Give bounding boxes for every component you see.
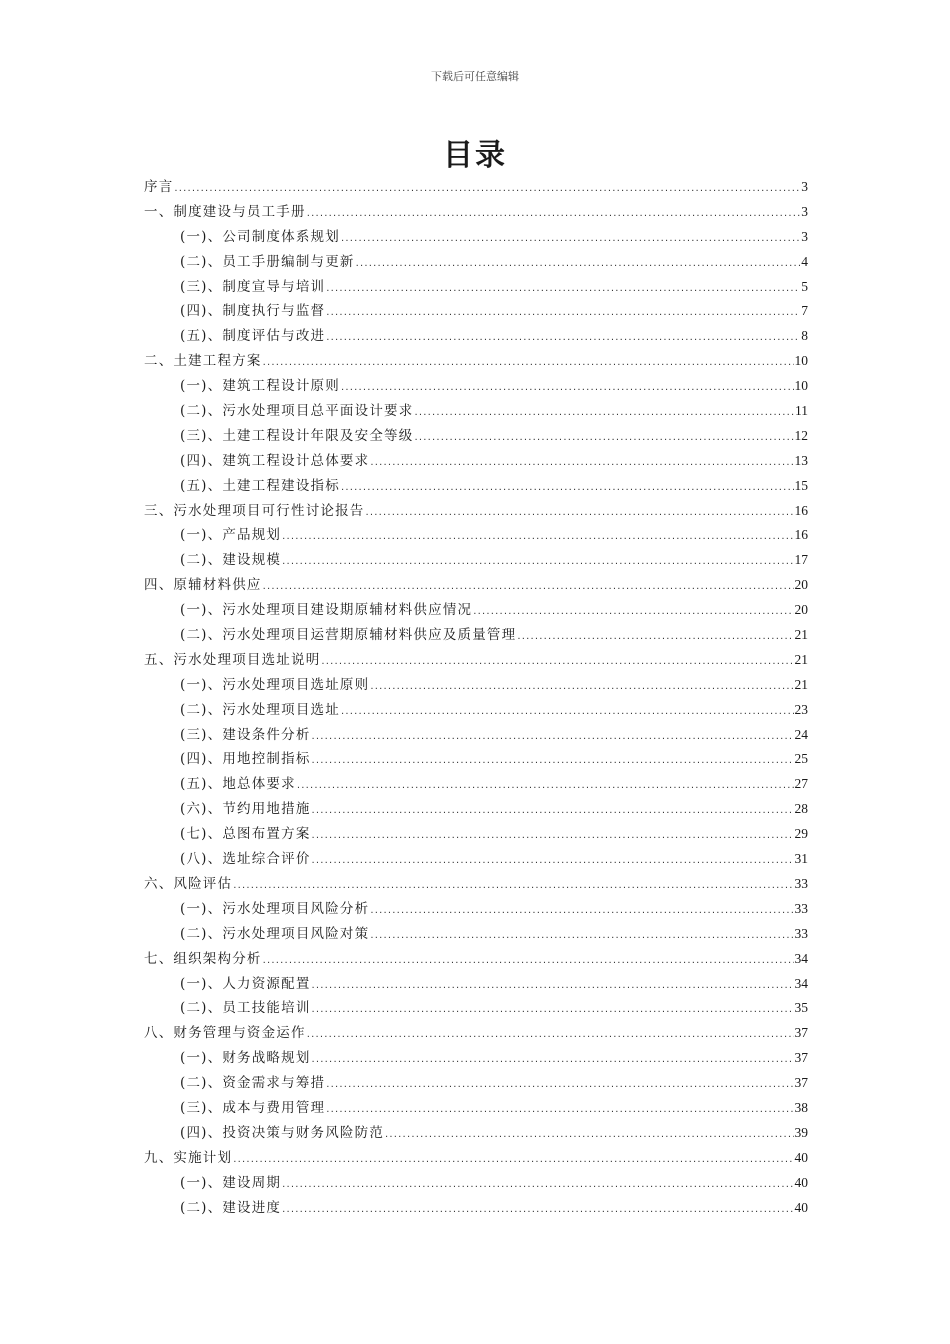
toc-entry-page-number: 33: [794, 925, 808, 941]
toc-entry-title: (四)、制度执行与监督: [180, 303, 326, 320]
toc-entry-title: (五)、地总体要求: [180, 776, 296, 793]
toc-dot-leader: [326, 1098, 793, 1123]
toc-entry-page-number: 39: [794, 1124, 808, 1140]
toc-dot-leader: [356, 252, 801, 277]
toc-entry[interactable]: [144, 922, 808, 947]
toc-entry-page-number: 37: [794, 1025, 808, 1041]
toc-entry-title: 八、财务管理与资金运作: [144, 1025, 306, 1042]
toc-entry[interactable]: [144, 474, 808, 499]
toc-entry[interactable]: [144, 573, 808, 598]
toc-entry-title: (一)、污水处理项目建设期原辅材料供应情况: [180, 602, 473, 619]
toc-entry-title: (四)、用地控制指标: [180, 751, 311, 768]
toc-entry[interactable]: [144, 972, 808, 997]
toc-entry-title: (二)、污水处理项目运营期原辅材料供应及质量管理: [180, 627, 517, 644]
toc-entry-title: (八)、选址综合评价: [180, 851, 311, 868]
toc-dot-leader: [326, 301, 800, 326]
toc-entry-page-number: 13: [794, 452, 808, 468]
toc-entry-title: (三)、成本与费用管理: [180, 1099, 326, 1116]
toc-entry[interactable]: [144, 1171, 808, 1196]
toc-entry[interactable]: [144, 424, 808, 449]
toc-entry-page-number: 21: [794, 676, 808, 692]
toc-entry-page-number: 21: [794, 651, 808, 667]
toc-entry[interactable]: [144, 200, 808, 225]
toc-entry-page-number: 31: [794, 851, 808, 867]
toc-entry-title: (二)、员工手册编制与更新: [180, 253, 355, 270]
toc-dot-leader: [263, 949, 794, 974]
toc-entry-page-number: 7: [801, 303, 808, 319]
toc-entry[interactable]: [144, 947, 808, 972]
toc-entry-title: (一)、产品规划: [180, 527, 282, 544]
toc-entry[interactable]: [144, 449, 808, 474]
toc-dot-leader: [414, 426, 793, 451]
toc-entry[interactable]: [144, 673, 808, 698]
toc-entry-page-number: 5: [801, 278, 808, 294]
toc-entry[interactable]: [144, 1196, 808, 1221]
toc-entry-page-number: 34: [794, 975, 808, 991]
toc-entry[interactable]: [144, 225, 808, 250]
toc-entry-page-number: 34: [794, 950, 808, 966]
toc-entry-page-number: 17: [794, 552, 808, 568]
toc-dot-leader: [366, 501, 794, 526]
toc-dot-leader: [341, 700, 794, 725]
toc-entry-title: (二)、污水处理项目选址: [180, 701, 340, 718]
toc-dot-leader: [263, 351, 794, 376]
toc-dot-leader: [326, 1073, 793, 1098]
toc-entry[interactable]: [144, 250, 808, 275]
toc-entry[interactable]: [144, 1021, 808, 1046]
toc-entry-page-number: 10: [794, 353, 808, 369]
table-of-contents: [144, 175, 808, 1220]
toc-dot-leader: [312, 998, 794, 1023]
toc-entry[interactable]: [144, 499, 808, 524]
toc-entry[interactable]: [144, 1046, 808, 1071]
toc-entry[interactable]: [144, 772, 808, 797]
toc-entry-title: (四)、建筑工程设计总体要求: [180, 452, 370, 469]
toc-entry-page-number: 28: [794, 801, 808, 817]
toc-dot-leader: [312, 849, 794, 874]
toc-entry-title: (二)、污水处理项目风险对策: [180, 925, 370, 942]
toc-entry-title: (二)、污水处理项目总平面设计要求: [180, 403, 414, 420]
toc-dot-leader: [370, 924, 793, 949]
toc-entry-title: (五)、制度评估与改进: [180, 328, 326, 345]
toc-dot-leader: [370, 451, 793, 476]
toc-entry[interactable]: [144, 175, 808, 200]
toc-entry-title: (一)、公司制度体系规划: [180, 228, 340, 245]
toc-dot-leader: [321, 650, 793, 675]
toc-entry-page-number: 20: [794, 577, 808, 593]
toc-dot-leader: [297, 774, 794, 799]
toc-dot-leader: [312, 749, 794, 774]
toc-entry-page-number: 16: [794, 527, 808, 543]
toc-dot-leader: [341, 376, 794, 401]
toc-entry-title: 三、污水处理项目可行性讨论报告: [144, 502, 365, 519]
toc-entry-page-number: 23: [794, 701, 808, 717]
toc-entry-title: (二)、建设进度: [180, 1199, 282, 1216]
toc-entry-page-number: 4: [801, 253, 808, 269]
toc-entry-page-number: 20: [794, 602, 808, 618]
toc-dot-leader: [473, 600, 793, 625]
toc-entry-title: (六)、节约用地措施: [180, 801, 311, 818]
toc-entry-page-number: 33: [794, 875, 808, 891]
toc-entry-title: (二)、建设规模: [180, 552, 282, 569]
header-note: 下载后可任意编辑: [431, 70, 519, 83]
toc-dot-leader: [282, 1173, 793, 1198]
toc-entry[interactable]: [144, 1071, 808, 1096]
toc-dot-leader: [414, 401, 794, 426]
toc-entry[interactable]: [144, 648, 808, 673]
toc-entry-title: 二、土建工程方案: [144, 353, 262, 370]
toc-entry[interactable]: [144, 374, 808, 399]
toc-entry[interactable]: [144, 797, 808, 822]
toc-entry-title: 七、组织架构分析: [144, 950, 262, 967]
toc-entry-page-number: 35: [794, 1000, 808, 1016]
toc-dot-leader: [341, 476, 794, 501]
toc-entry-page-number: 40: [794, 1199, 808, 1215]
toc-entry-page-number: 40: [794, 1149, 808, 1165]
toc-entry-title: (一)、建筑工程设计原则: [180, 378, 340, 395]
toc-entry[interactable]: [144, 1096, 808, 1121]
toc-entry[interactable]: [144, 548, 808, 573]
toc-title: 目录: [443, 138, 507, 173]
toc-entry-page-number: 33: [794, 900, 808, 916]
toc-entry-page-number: 15: [794, 477, 808, 493]
toc-entry-title: 一、制度建设与员工手册: [144, 203, 306, 220]
toc-dot-leader: [385, 1123, 793, 1148]
toc-entry[interactable]: [144, 723, 808, 748]
toc-entry[interactable]: [144, 349, 808, 374]
toc-entry-title: (二)、资金需求与筹措: [180, 1075, 326, 1092]
toc-dot-leader: [312, 1048, 794, 1073]
toc-entry[interactable]: [144, 822, 808, 847]
toc-entry-page-number: 21: [794, 627, 808, 643]
toc-dot-leader: [312, 974, 794, 999]
toc-entry[interactable]: [144, 598, 808, 623]
toc-entry-page-number: 40: [794, 1174, 808, 1190]
toc-entry-title: (五)、土建工程建设指标: [180, 477, 340, 494]
toc-dot-leader: [307, 1023, 794, 1048]
toc-entry-title: (一)、财务战略规划: [180, 1050, 311, 1067]
toc-dot-leader: [326, 326, 800, 351]
toc-entry[interactable]: [144, 523, 808, 548]
toc-dot-leader: [370, 675, 793, 700]
toc-entry-title: 六、风险评估: [144, 875, 233, 892]
toc-dot-leader: [233, 874, 793, 899]
toc-entry-title: (一)、污水处理项目选址原则: [180, 676, 370, 693]
toc-entry-page-number: 3: [801, 228, 808, 244]
toc-entry-title: 四、原辅材料供应: [144, 577, 262, 594]
toc-dot-leader: [312, 824, 794, 849]
toc-dot-leader: [282, 550, 793, 575]
toc-entry-page-number: 37: [794, 1075, 808, 1091]
toc-dot-leader: [307, 202, 801, 227]
toc-entry[interactable]: [144, 324, 808, 349]
toc-entry-title: (一)、人力资源配置: [180, 975, 311, 992]
toc-entry-page-number: 24: [794, 726, 808, 742]
toc-dot-leader: [282, 525, 793, 550]
toc-entry-title: (一)、建设周期: [180, 1174, 282, 1191]
toc-entry[interactable]: [144, 399, 808, 424]
toc-entry-title: 五、污水处理项目选址说明: [144, 651, 321, 668]
toc-entry[interactable]: [144, 299, 808, 324]
toc-entry-title: (四)、投资决策与财务风险防范: [180, 1124, 385, 1141]
toc-entry-page-number: 38: [794, 1099, 808, 1115]
toc-dot-leader: [341, 227, 800, 252]
toc-entry-title: 九、实施计划: [144, 1149, 233, 1166]
toc-dot-leader: [517, 625, 793, 650]
toc-entry-title: (一)、污水处理项目风险分析: [180, 900, 370, 917]
toc-entry-title: (七)、总图布置方案: [180, 826, 311, 843]
toc-dot-leader: [312, 725, 794, 750]
toc-dot-leader: [326, 277, 800, 302]
toc-entry-page-number: 3: [801, 203, 808, 219]
toc-entry-page-number: 27: [794, 776, 808, 792]
toc-entry-title: (三)、土建工程设计年限及安全等级: [180, 427, 414, 444]
toc-entry[interactable]: [144, 275, 808, 300]
toc-dot-leader: [263, 575, 794, 600]
toc-entry-page-number: 11: [795, 403, 808, 419]
toc-entry[interactable]: [144, 698, 808, 723]
toc-dot-leader: [233, 1148, 793, 1173]
toc-entry-page-number: 37: [794, 1050, 808, 1066]
toc-entry-page-number: 12: [794, 427, 808, 443]
toc-entry[interactable]: [144, 897, 808, 922]
toc-dot-leader: [174, 177, 800, 202]
toc-entry-page-number: 3: [801, 179, 808, 194]
toc-entry[interactable]: [144, 623, 808, 648]
toc-entry[interactable]: [144, 1146, 808, 1171]
toc-entry-page-number: 8: [801, 328, 808, 344]
toc-entry-title: (三)、建设条件分析: [180, 726, 311, 743]
toc-entry-title: 序言: [144, 179, 174, 195]
toc-entry-title: (三)、制度宣导与培训: [180, 278, 326, 295]
toc-entry[interactable]: [144, 747, 808, 772]
toc-entry-title: (二)、员工技能培训: [180, 1000, 311, 1017]
toc-entry-page-number: 25: [794, 751, 808, 767]
toc-dot-leader: [370, 899, 793, 924]
toc-entry[interactable]: [144, 1121, 808, 1146]
toc-entry-page-number: 29: [794, 826, 808, 842]
toc-entry[interactable]: [144, 996, 808, 1021]
toc-entry-page-number: 10: [794, 378, 808, 394]
toc-entry-page-number: 16: [794, 502, 808, 518]
toc-entry[interactable]: [144, 847, 808, 872]
toc-entry[interactable]: [144, 872, 808, 897]
toc-dot-leader: [312, 799, 794, 824]
toc-dot-leader: [282, 1198, 793, 1223]
